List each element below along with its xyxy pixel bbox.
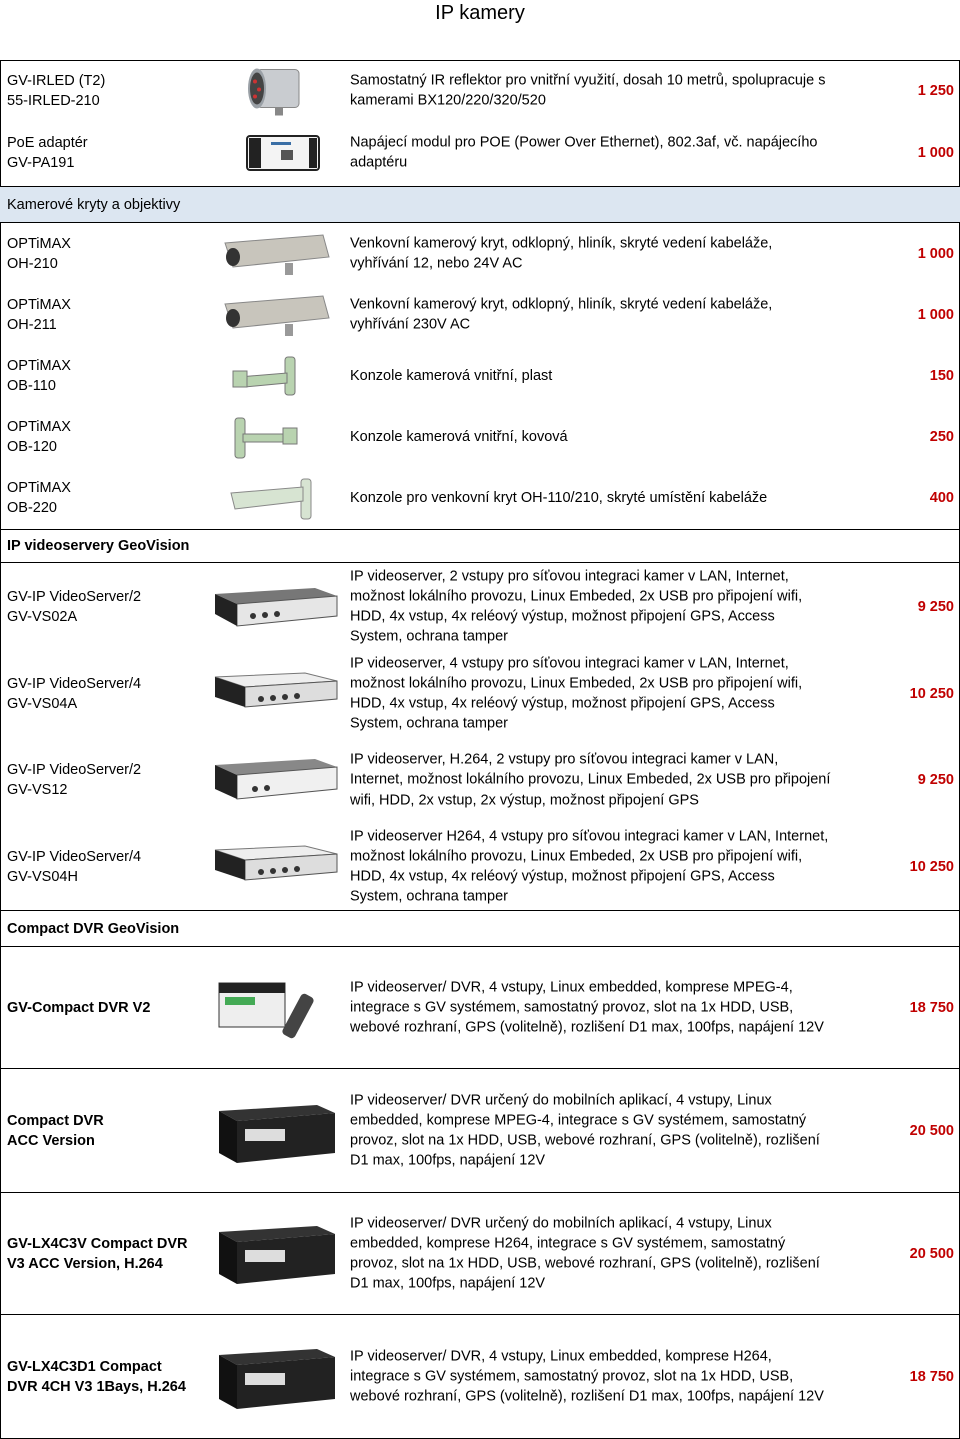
product-price: 20 500 [909,1122,954,1139]
product-price: 18 750 [909,1368,954,1385]
product-price: 1 000 [917,145,954,161]
section-header: Kamerové kryty a objektivy [0,186,960,223]
camera-bracket-icon [205,351,345,401]
product-description: Venkovní kamerový kryt, odklopný, hliník, skryté vedení kabeláže, vyhřívání 12, nebo 24V AC [350,235,773,272]
section-header: Compact DVR GeoVision [0,910,960,946]
product-price: 150 [929,367,954,384]
product-price: 10 250 [909,685,954,702]
table-row [0,650,960,737]
table-row [0,223,960,284]
table-row [0,345,960,406]
section-header: IP videoservery GeoVision [0,529,960,563]
product-price: 250 [929,428,954,445]
compact-dvr-icon [205,973,345,1043]
product-name: GV-LX4C3V Compact DVR V3 ACC Version, H.264 [7,1235,188,1272]
camera-housing-icon [205,290,345,340]
product-name: GV-LX4C3D1 Compact DVR 4CH V3 1Bays, H.264 [7,1358,186,1395]
table-row [0,823,960,910]
product-description: IP videoserver H264, 4 vstupy pro síťovou integraci kamer v LAN, Internet, možnost lokálního provozu, Linux Embeded, 2x USB pro připojení wifi, HDD, 4x vstup, 4x reléový výstup, možnost připojení GPS, Access System, ochrana tamper [350,827,829,905]
product-description: IP videoserver/ DVR určený do mobilních aplikací, 4 vstupy, Linux embedded, komprese H264, integrace s GV systémem, samostatný provoz, slot na 1x HDD, USB, webové rozhraní, GPS (volitelně), rozlišení D1 max, 100fps, napájení 12V [350,1214,820,1292]
camera-bracket-icon [205,473,345,523]
product-name: PoE adaptér GV-PA191 [7,135,88,171]
product-price: 1 000 [917,306,954,323]
product-name: OPTiMAX OH-210 [7,235,71,272]
mobile-dvr-icon [205,1214,345,1294]
camera-housing-icon [205,229,345,279]
product-description: Venkovní kamerový kryt, odklopný, hliník, skryté vedení kabeláže, vyhřívání 230V AC [350,296,773,333]
product-description: Konzole pro venkovní kryt OH-110/210, skryté umístění kabeláže [350,489,768,506]
table-row [0,406,960,467]
product-description: Napájecí modul pro POE (Power Over Ethernet), 802.3af, vč. napájecího adaptéru [350,134,818,171]
ir-reflector-icon [205,64,345,119]
table-row [0,1192,960,1314]
table-row [0,1068,960,1192]
product-price: 18 750 [909,999,954,1016]
product-price: 9 250 [917,598,954,615]
table-row [0,563,960,650]
video-server-icon [205,669,345,719]
product-description: IP videoserver/ DVR, 4 vstupy, Linux embedded, komprese H264, integrace s GV systémem, samostatný provoz, slot na 1x HDD, USB, webové rozhraní, GPS (volitelně), rozlišení D1 max, 100fps, napájení 12V [350,1348,824,1405]
product-price: 1 000 [917,245,954,262]
product-price: 9 250 [917,772,954,788]
product-name: Compact DVR ACC Version [7,1112,104,1149]
product-name: OPTiMAX OB-110 [7,357,71,394]
table-row [0,121,960,185]
poe-adapter-icon [205,128,345,178]
mobile-dvr-icon [205,1337,345,1417]
product-name: GV-IP VideoServer/4 GV-VS04H [7,848,142,885]
product-price: 10 250 [909,858,954,875]
product-description: IP videoserver, H.264, 2 vstupy pro síťovou integraci kamer v LAN, Internet, možnost lokálního provozu, Linux Embeded, 2x USB pro připojení wifi, HDD, 2x vstup, 2x výstup, možnost připojení GPS [350,751,831,809]
video-server-icon [205,582,345,632]
table-row [0,467,960,528]
product-name: GV-IP VideoServer/2 GV-VS02A [7,588,142,625]
product-description: IP videoserver/ DVR určený do mobilních aplikací, 4 vstupy, Linux embedded, komprese MPEG-4, integrace s GV systémem, samostatný provoz, slot na 1x HDD, USB, webové rozhraní, GPS (volitelně), rozlišení D1 max, 100fps, napájení 12V [350,1091,820,1169]
product-description: IP videoserver, 2 vstupy pro síťovou integraci kamer v LAN, Internet, možnost lokálního provozu, Linux Embeded, 2x USB pro připojení wifi, HDD, 4x vstup, 4x reléový výstup, možnost připojení GPS, Access System, ochrana tamper [350,567,803,645]
product-name: OPTiMAX OH-211 [7,296,71,333]
page-title: IP kamery [435,2,525,24]
product-description: IP videoserver, 4 vstupy pro síťovou integraci kamer v LAN, Internet, možnost lokálního provozu, Linux Embeded, 2x USB pro připojení wifi, HDD, 4x vstup, 4x reléový výstup, možnost připojení GPS, Access System, ochrana tamper [350,654,803,732]
product-description: Samostatný IR reflektor pro vnitřní využití, dosah 10 metrů, spolupracuje s kamerami BX120/220/320/520 [350,72,826,109]
product-name: GV-Compact DVR V2 [7,999,151,1016]
product-name: OPTiMAX OB-220 [7,479,71,516]
product-description: IP videoserver/ DVR, 4 vstupy, Linux embedded, komprese MPEG-4, integrace s GV systémem, samostatný provoz, slot na 1x HDD, USB, webové rozhraní, GPS (volitelně), rozlišení D1 max, 100fps, napájení 12V [350,979,824,1036]
product-price: 400 [929,489,954,506]
product-name: GV-IP VideoServer/2 GV-VS12 [7,762,142,798]
product-name: OPTiMAX OB-120 [7,418,71,455]
product-description: Konzole kamerová vnitřní, kovová [350,428,568,445]
product-description: Konzole kamerová vnitřní, plast [350,367,553,384]
table-row [0,284,960,345]
product-price: 20 500 [909,1245,954,1262]
product-name: GV-IRLED (T2) 55-IRLED-210 [7,73,106,109]
product-name: GV-IP VideoServer/4 GV-VS04A [7,675,142,712]
video-server-icon [205,842,345,892]
camera-bracket-icon [205,412,345,462]
table-row [0,946,960,1068]
table-row [0,60,960,121]
product-price: 1 250 [917,83,954,99]
video-server-icon [205,755,345,805]
table-row [0,737,960,823]
mobile-dvr-icon [205,1091,345,1171]
table-row [0,1314,960,1439]
